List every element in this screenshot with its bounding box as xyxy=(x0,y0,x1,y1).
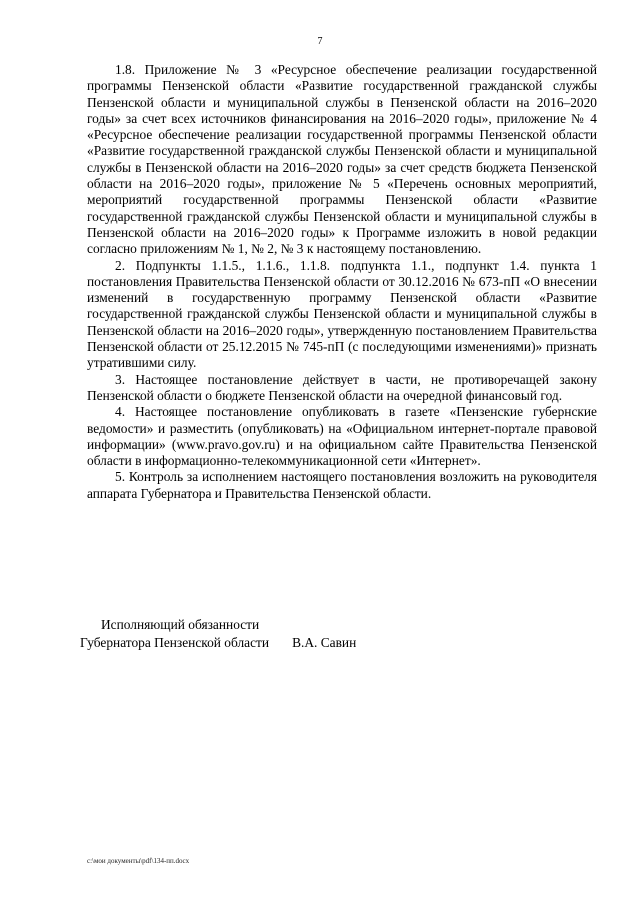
paragraph-4: 4. Настоящее постановление опубликовать в газете «Пензенские губернские ведомости» и разместить (опубликовать) на «Официальном интернет-портале правовой информации» (www.pravo.gov.ru) и на официальном сайте Правительства Пензенской области в информационно-телекоммуникационной сети «Интернет». xyxy=(87,404,597,469)
paragraph-2: 2. Подпункты 1.1.5., 1.1.6., 1.1.8. подпункта 1.1., подпункт 1.4. пункта 1 постановления Правительства Пензенской области от 30.12.2016 № 673-пП «О внесении изменений в государственную программу Пензенской области «Развитие государственной гражданской службы Пензенской области и муниципальной службы в Пензенской области на 2016–2020 годы», утвержденную постановлением Правительства Пензенской области от 25.12.2015 № 745-пП (с последующими изменениями)» признать утратившими силу. xyxy=(87,257,597,371)
signatory-title-line1: Исполняющий обязанности xyxy=(101,617,260,632)
paragraph-5: 5. Контроль за исполнением настоящего постановления возложить на руководителя аппарата Губернатора и Правительства Пензенской области. xyxy=(87,469,597,501)
page-number: 7 xyxy=(317,36,323,47)
document-body xyxy=(87,62,597,502)
signatory-row xyxy=(80,634,560,652)
paragraph-1-8: 1.8. Приложение № 3 «Ресурсное обеспечение реализации государственной программы Пензенской области «Развитие государственной гражданской службы Пензенской области и муниципальной службы в Пензенской области на 2016–2020 годы» за счет всех источников финансирования на 2016–2020 годы», приложение № 4 «Ресурсное обеспечение реализации государственной программы Пензенской области «Развитие государственной гражданской службы Пензенской области и муниципальной службы в Пензенской области на 2016–2020 годы» за счет средств бюджета Пензенской области на 2016–2020 годы», приложение № 5 «Перечень основных мероприятий, мероприятий государственной программы Пензенской области «Развитие государственной гражданской службы Пензенской области и муниципальной службы в Пензенской области на 2016–2020 годы» к Программе изложить в новой редакции согласно приложениям № 1, № 2, № 3 к настоящему постановлению. xyxy=(87,62,597,257)
footer-file-path: c:\мои документы\pdf\134-пп.docx xyxy=(87,857,190,865)
signatory-title-line2: Губернатора Пензенской области xyxy=(80,635,270,650)
signatory-name: В.А. Савин xyxy=(292,635,357,650)
signature-block xyxy=(80,616,560,652)
paragraph-3: 3. Настоящее постановление действует в части, не противоречащей закону Пензенской области о бюджете Пензенской области на очередной финансовый год. xyxy=(87,371,597,403)
